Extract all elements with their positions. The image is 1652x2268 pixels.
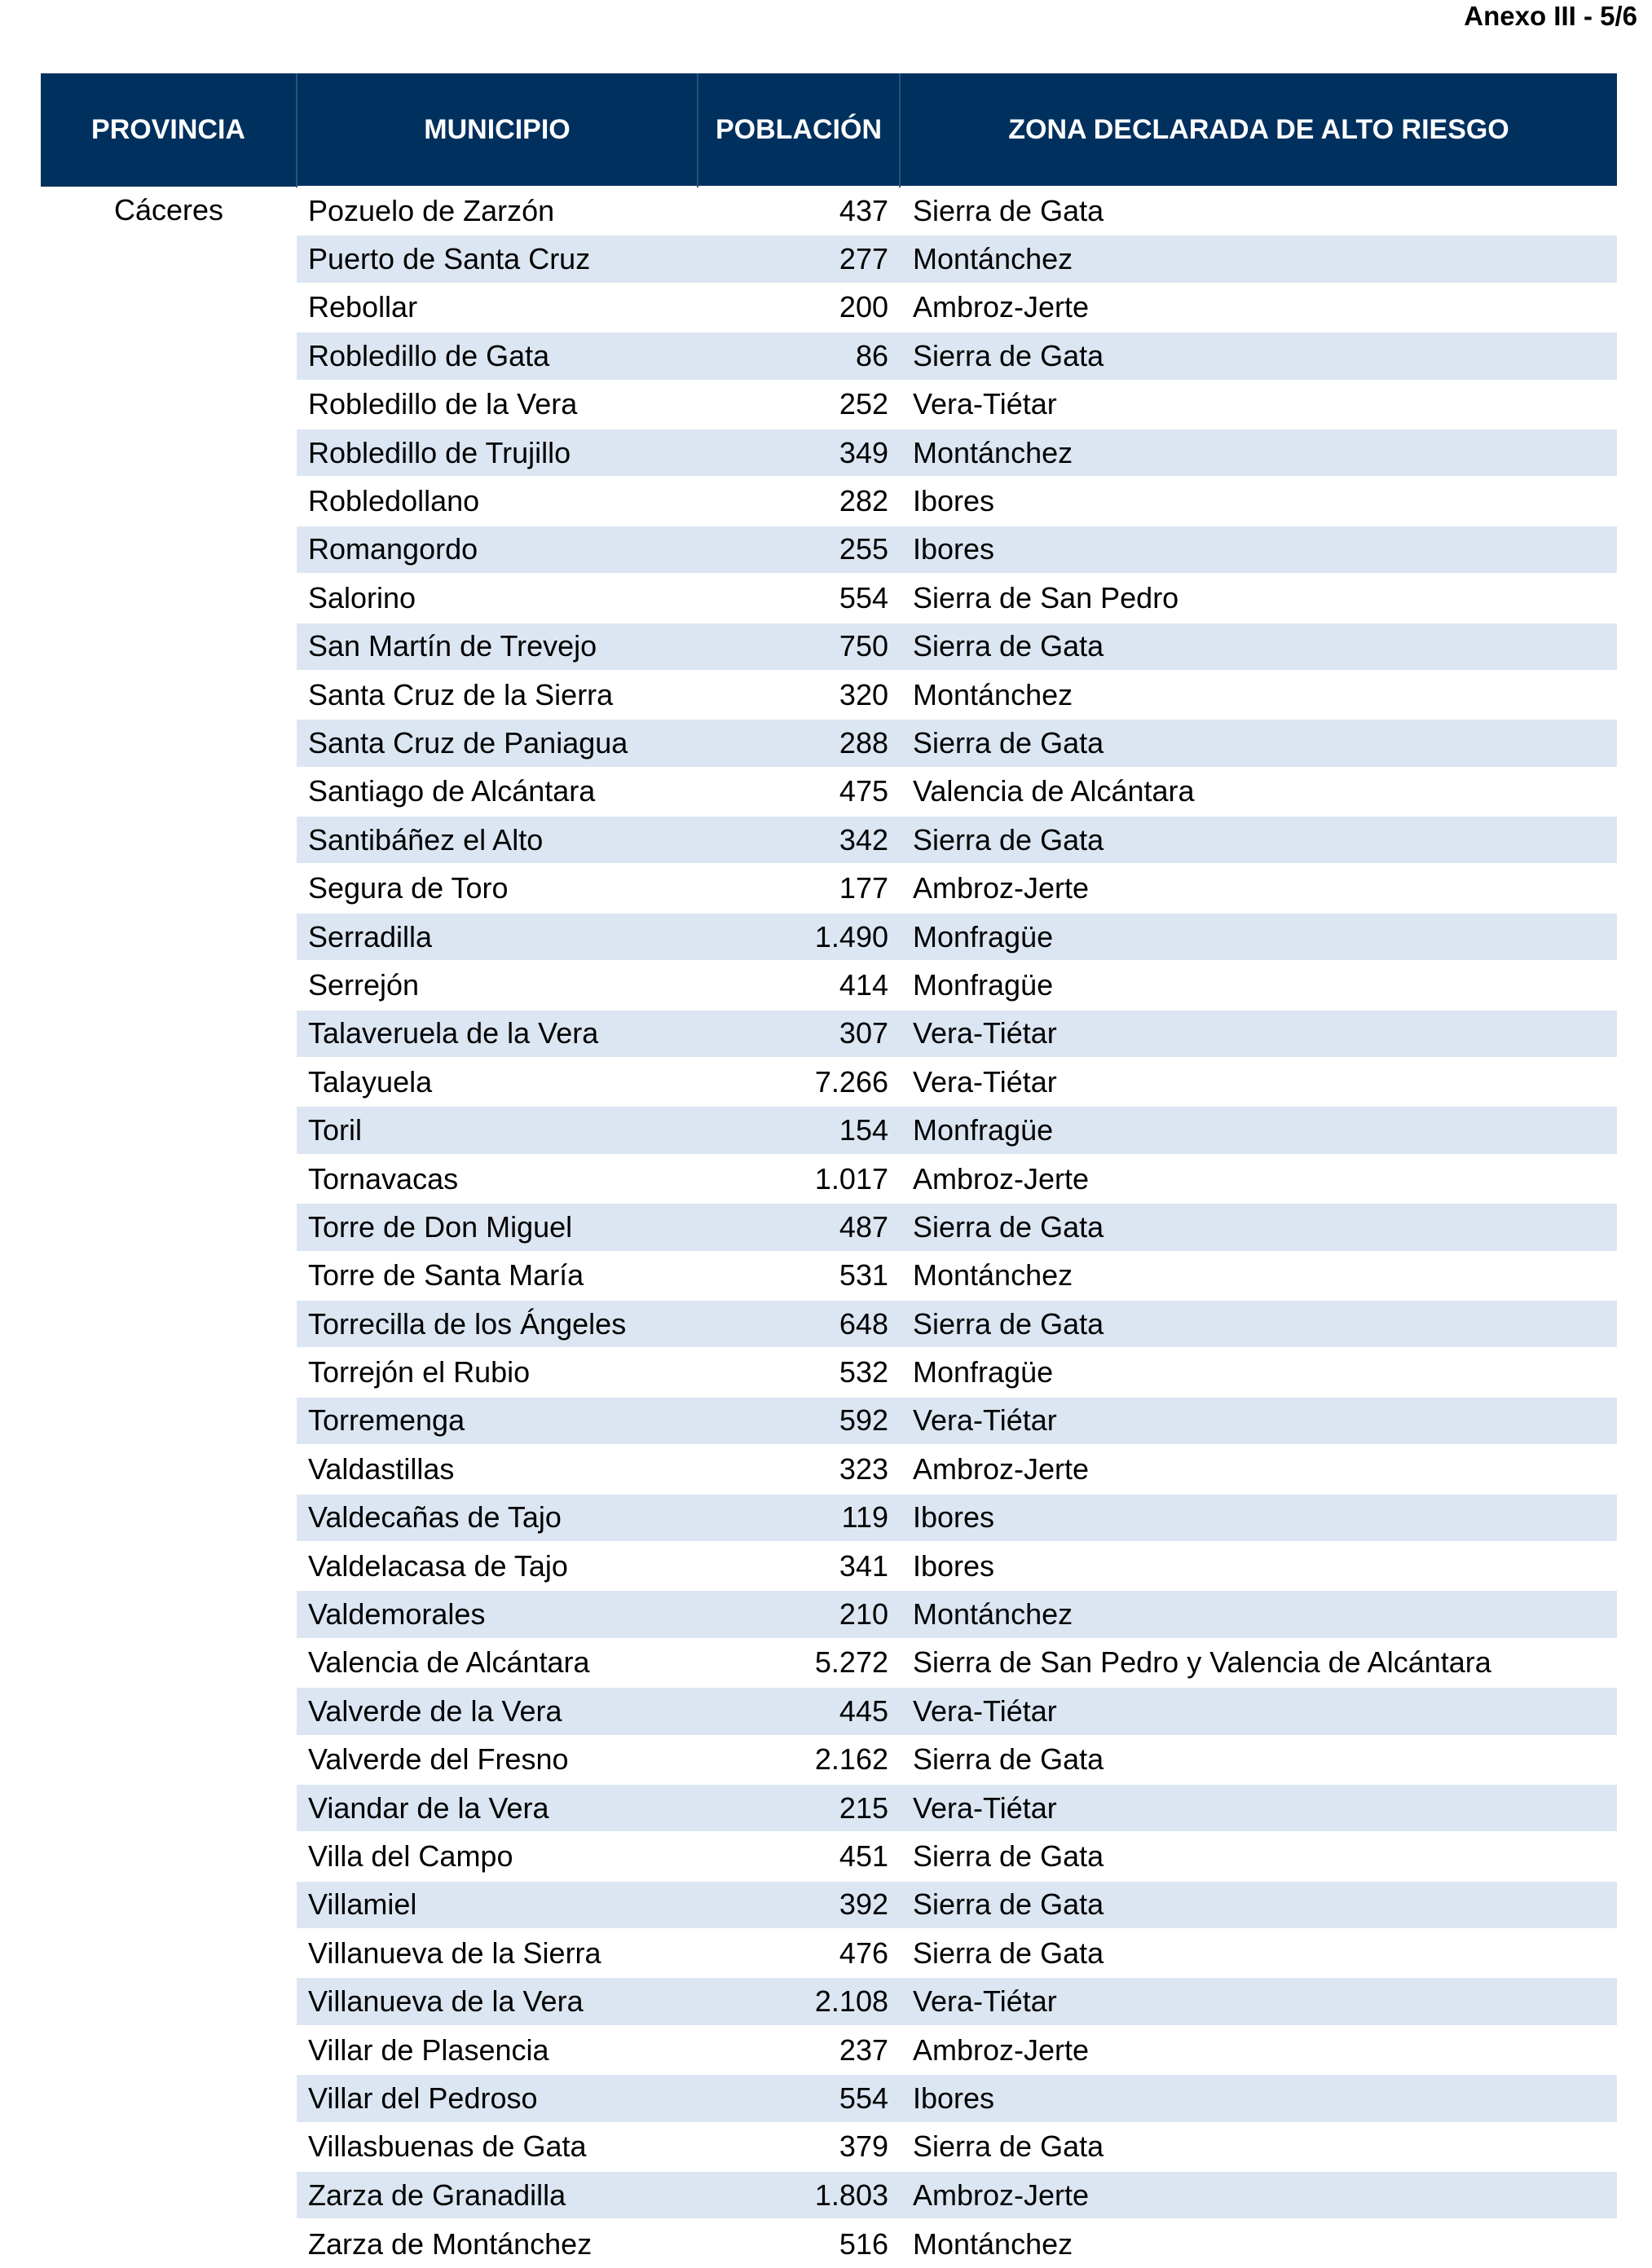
cell-poblacion: 554 xyxy=(698,574,900,622)
cell-zona: Ibores xyxy=(900,526,1617,574)
cell-zona: Sierra de Gata xyxy=(900,719,1617,767)
table-header xyxy=(41,73,1617,187)
cell-poblacion: 475 xyxy=(698,768,900,816)
cell-municipio: Santa Cruz de la Sierra xyxy=(297,671,698,719)
cell-zona: Monfragüe xyxy=(900,1348,1617,1396)
cell-zona: Vera-Tiétar xyxy=(900,1058,1617,1106)
cell-zona: Vera-Tiétar xyxy=(900,1687,1617,1735)
cell-poblacion: 282 xyxy=(698,477,900,525)
cell-zona: Monfragüe xyxy=(900,961,1617,1009)
cell-municipio: Valdelacasa de Tajo xyxy=(297,1542,698,1590)
cell-zona: Sierra de San Pedro y Valencia de Alcántara xyxy=(900,1639,1617,1687)
cell-poblacion: 476 xyxy=(698,1929,900,1977)
cell-zona: Montánchez xyxy=(900,1590,1617,1638)
cell-zona: Vera-Tiétar xyxy=(900,381,1617,429)
cell-municipio: Rebollar xyxy=(297,284,698,332)
cell-municipio: Robledillo de Trujillo xyxy=(297,429,698,477)
cell-municipio: Santibáñez el Alto xyxy=(297,816,698,864)
cell-municipio: Pozuelo de Zarzón xyxy=(297,187,698,235)
cell-zona: Ambroz-Jerte xyxy=(900,1445,1617,1493)
cell-poblacion: 750 xyxy=(698,623,900,671)
cell-municipio: Salorino xyxy=(297,574,698,622)
cell-municipio: Villanueva de la Vera xyxy=(297,1977,698,2025)
municipality-table xyxy=(41,73,1617,2268)
cell-poblacion: 437 xyxy=(698,187,900,235)
cell-municipio: Villamiel xyxy=(297,1881,698,1929)
cell-zona: Ambroz-Jerte xyxy=(900,1155,1617,1203)
cell-zona: Sierra de Gata xyxy=(900,623,1617,671)
cell-poblacion: 255 xyxy=(698,526,900,574)
cell-zona: Montánchez xyxy=(900,429,1617,477)
cell-zona: Ambroz-Jerte xyxy=(900,864,1617,912)
cell-poblacion: 119 xyxy=(698,1494,900,1542)
cell-poblacion: 2.162 xyxy=(698,1736,900,1784)
cell-municipio: Zarza de Montánchez xyxy=(297,2219,698,2267)
cell-municipio: Santa Cruz de Paniagua xyxy=(297,719,698,767)
cell-zona: Sierra de Gata xyxy=(900,2123,1617,2171)
cell-poblacion: 277 xyxy=(698,235,900,283)
cell-zona: Sierra de Gata xyxy=(900,816,1617,864)
cell-poblacion: 210 xyxy=(698,1590,900,1638)
cell-municipio: Valdastillas xyxy=(297,1445,698,1493)
cell-poblacion: 487 xyxy=(698,1203,900,1251)
cell-provincia: Cáceres xyxy=(41,187,297,2268)
cell-zona: Sierra de San Pedro xyxy=(900,574,1617,622)
cell-zona: Vera-Tiétar xyxy=(900,1977,1617,2025)
cell-poblacion: 307 xyxy=(698,1010,900,1058)
cell-municipio: Robledillo de Gata xyxy=(297,332,698,380)
cell-municipio: Tornavacas xyxy=(297,1155,698,1203)
cell-poblacion: 592 xyxy=(698,1397,900,1445)
cell-poblacion: 252 xyxy=(698,381,900,429)
cell-municipio: Serrejón xyxy=(297,961,698,1009)
cell-zona: Vera-Tiétar xyxy=(900,1397,1617,1445)
cell-poblacion: 5.272 xyxy=(698,1639,900,1687)
table-row xyxy=(41,187,1617,235)
cell-municipio: Valverde del Fresno xyxy=(297,1736,698,1784)
cell-poblacion: 288 xyxy=(698,719,900,767)
cell-municipio: Villa del Campo xyxy=(297,1832,698,1880)
cell-poblacion: 215 xyxy=(698,1784,900,1832)
cell-poblacion: 341 xyxy=(698,1542,900,1590)
cell-poblacion: 1.490 xyxy=(698,913,900,961)
cell-municipio: Villasbuenas de Gata xyxy=(297,2123,698,2171)
cell-poblacion: 379 xyxy=(698,2123,900,2171)
cell-municipio: Robledollano xyxy=(297,477,698,525)
cell-municipio: Toril xyxy=(297,1106,698,1154)
cell-zona: Sierra de Gata xyxy=(900,1300,1617,1348)
cell-municipio: Valverde de la Vera xyxy=(297,1687,698,1735)
cell-poblacion: 451 xyxy=(698,1832,900,1880)
cell-municipio: Torremenga xyxy=(297,1397,698,1445)
cell-zona: Ibores xyxy=(900,2074,1617,2122)
cell-zona: Sierra de Gata xyxy=(900,1881,1617,1929)
cell-municipio: Santiago de Alcántara xyxy=(297,768,698,816)
cell-zona: Sierra de Gata xyxy=(900,332,1617,380)
header-provincia: PROVINCIA xyxy=(41,73,297,187)
cell-municipio: Valencia de Alcántara xyxy=(297,1639,698,1687)
cell-poblacion: 349 xyxy=(698,429,900,477)
cell-poblacion: 323 xyxy=(698,1445,900,1493)
cell-zona: Sierra de Gata xyxy=(900,1203,1617,1251)
cell-municipio: Villar del Pedroso xyxy=(297,2074,698,2122)
cell-poblacion: 554 xyxy=(698,2074,900,2122)
cell-municipio: Valdemorales xyxy=(297,1590,698,1638)
header-poblacion: POBLACIÓN xyxy=(698,73,900,187)
cell-municipio: Romangordo xyxy=(297,526,698,574)
cell-zona: Monfragüe xyxy=(900,1106,1617,1154)
cell-zona: Montánchez xyxy=(900,671,1617,719)
cell-zona: Vera-Tiétar xyxy=(900,1784,1617,1832)
cell-municipio: Torrejón el Rubio xyxy=(297,1348,698,1396)
cell-poblacion: 342 xyxy=(698,816,900,864)
cell-municipio: Segura de Toro xyxy=(297,864,698,912)
cell-poblacion: 177 xyxy=(698,864,900,912)
cell-municipio: Zarza de Granadilla xyxy=(297,2171,698,2219)
cell-poblacion: 532 xyxy=(698,1348,900,1396)
cell-municipio: Talayuela xyxy=(297,1058,698,1106)
header-zona: ZONA DECLARADA DE ALTO RIESGO xyxy=(900,73,1617,187)
cell-zona: Ambroz-Jerte xyxy=(900,2026,1617,2074)
cell-poblacion: 531 xyxy=(698,1252,900,1300)
cell-municipio: Talaveruela de la Vera xyxy=(297,1010,698,1058)
page-label: Anexo III - 5/6 xyxy=(1464,1,1637,31)
cell-poblacion: 516 xyxy=(698,2219,900,2267)
cell-municipio: Torrecilla de los Ángeles xyxy=(297,1300,698,1348)
cell-poblacion: 392 xyxy=(698,1881,900,1929)
cell-municipio: Puerto de Santa Cruz xyxy=(297,235,698,283)
cell-zona: Ibores xyxy=(900,477,1617,525)
cell-poblacion: 237 xyxy=(698,2026,900,2074)
cell-zona: Valencia de Alcántara xyxy=(900,768,1617,816)
cell-poblacion: 445 xyxy=(698,1687,900,1735)
cell-municipio: San Martín de Trevejo xyxy=(297,623,698,671)
cell-poblacion: 1.803 xyxy=(698,2171,900,2219)
cell-zona: Montánchez xyxy=(900,1252,1617,1300)
cell-zona: Sierra de Gata xyxy=(900,1832,1617,1880)
header-municipio: MUNICIPIO xyxy=(297,73,698,187)
cell-poblacion: 320 xyxy=(698,671,900,719)
cell-poblacion: 414 xyxy=(698,961,900,1009)
cell-zona: Vera-Tiétar xyxy=(900,1010,1617,1058)
cell-municipio: Villar de Plasencia xyxy=(297,2026,698,2074)
cell-zona: Ambroz-Jerte xyxy=(900,284,1617,332)
cell-municipio: Viandar de la Vera xyxy=(297,1784,698,1832)
cell-zona: Sierra de Gata xyxy=(900,1736,1617,1784)
cell-municipio: Robledillo de la Vera xyxy=(297,381,698,429)
cell-poblacion: 154 xyxy=(698,1106,900,1154)
cell-zona: Montánchez xyxy=(900,2219,1617,2267)
cell-municipio: Serradilla xyxy=(297,913,698,961)
cell-poblacion: 86 xyxy=(698,332,900,380)
cell-poblacion: 2.108 xyxy=(698,1977,900,2025)
cell-zona: Ambroz-Jerte xyxy=(900,2171,1617,2219)
cell-poblacion: 200 xyxy=(698,284,900,332)
cell-zona: Montánchez xyxy=(900,235,1617,283)
cell-zona: Monfragüe xyxy=(900,913,1617,961)
cell-municipio: Torre de Don Miguel xyxy=(297,1203,698,1251)
cell-zona: Sierra de Gata xyxy=(900,187,1617,235)
cell-poblacion: 648 xyxy=(698,1300,900,1348)
cell-zona: Sierra de Gata xyxy=(900,1929,1617,1977)
cell-municipio: Villanueva de la Sierra xyxy=(297,1929,698,1977)
cell-municipio: Torre de Santa María xyxy=(297,1252,698,1300)
cell-zona: Ibores xyxy=(900,1494,1617,1542)
cell-municipio: Valdecañas de Tajo xyxy=(297,1494,698,1542)
table-body xyxy=(41,187,1617,2268)
cell-poblacion: 1.017 xyxy=(698,1155,900,1203)
cell-zona: Ibores xyxy=(900,1542,1617,1590)
cell-poblacion: 7.266 xyxy=(698,1058,900,1106)
